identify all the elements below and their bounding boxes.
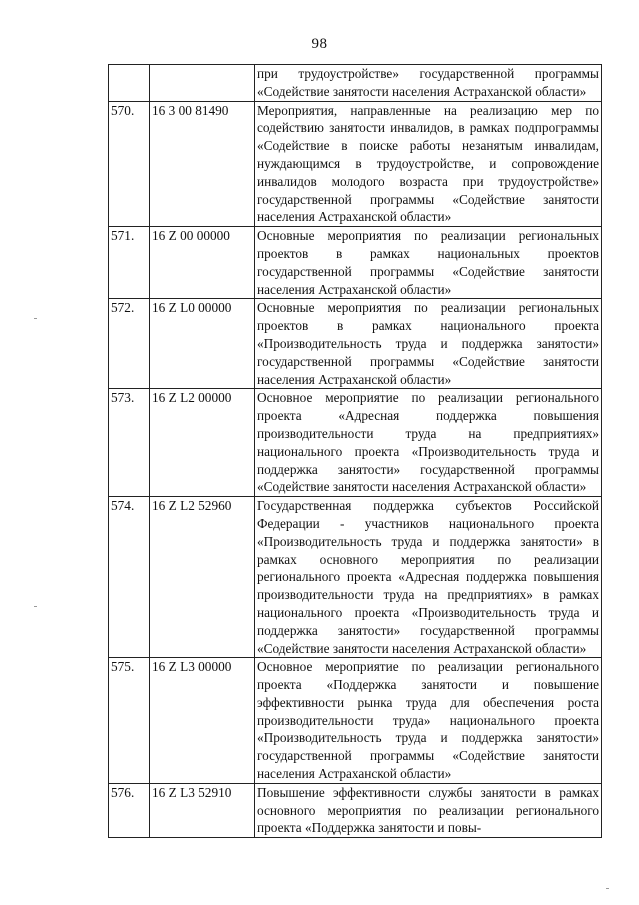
classification-code: 16 Z L2 52960 <box>150 497 255 658</box>
table-row <box>109 783 602 837</box>
row-description: Повышение эффективности службы занятости в рамках основного мероприятия по реализации регионального проекта «Поддержка занятости и повы- <box>255 783 602 837</box>
table-row <box>109 227 602 299</box>
classification-code: 16 Z L2 00000 <box>150 389 255 497</box>
row-description: Государственная поддержка субъектов Российской Федерации - участников национального проекта «Производительность труда и поддержка занятости» в рамках основного мероприятия по реализации регионального проекта «Адресная поддержка повышения производительности труда на предприятиях» в рамках национального проекта «Производительность труда и поддержка занятости» государственной программы «Содействие занятости населения Астраханской области» <box>255 497 602 658</box>
row-description: при трудоустройстве» государственной программы «Содействие занятости населения Астраханской области» <box>255 65 602 102</box>
table-row <box>109 389 602 497</box>
row-description: Основное мероприятие по реализации регионального проекта «Адресная поддержка повышения производительности труда на предприятиях» национального проекта «Производительность труда и поддержка занятости» государственной программы «Содействие занятости населения Астраханской области» <box>255 389 602 497</box>
table-row <box>109 101 602 227</box>
classification-code <box>150 65 255 102</box>
scan-speck <box>34 318 37 319</box>
classification-code: 16 Z L3 52910 <box>150 783 255 837</box>
row-number: 573. <box>109 389 150 497</box>
row-description: Мероприятия, направленные на реализацию мер по содействию занятости инвалидов, в рамках подпрограммы «Содействие в поиске работы незанятым инвалидам, нуждающимся в трудоустройстве, и сопровождение инвалидов молодого возраста при трудоустройстве» государственной программы «Содействие занятости населения Астраханской области» <box>255 101 602 227</box>
classification-code: 16 Z 00 00000 <box>150 227 255 299</box>
scan-speck <box>34 606 37 607</box>
table-row <box>109 658 602 784</box>
scan-speck <box>606 888 609 889</box>
row-number <box>109 65 150 102</box>
classification-code: 16 Z L3 00000 <box>150 658 255 784</box>
row-number: 574. <box>109 497 150 658</box>
page-number: 98 <box>311 36 328 52</box>
row-number: 575. <box>109 658 150 784</box>
table-row <box>109 65 602 102</box>
table-row <box>109 497 602 658</box>
table-row <box>109 299 602 389</box>
row-description: Основные мероприятия по реализации региональных проектов в рамках национальных проектов государственной программы «Содействие занятости населения Астраханской области» <box>255 227 602 299</box>
classification-code: 16 3 00 81490 <box>150 101 255 227</box>
classification-code: 16 Z L0 00000 <box>150 299 255 389</box>
row-number: 570. <box>109 101 150 227</box>
row-description: Основные мероприятия по реализации региональных проектов в рамках национального проекта «Производительность труда и поддержка занятости» государственной программы «Содействие занятости населения Астраханской области» <box>255 299 602 389</box>
row-number: 572. <box>109 299 150 389</box>
row-number: 576. <box>109 783 150 837</box>
row-number: 571. <box>109 227 150 299</box>
row-description: Основное мероприятие по реализации регионального проекта «Поддержка занятости и повышение эффективности рынка труда для обеспечения роста производительности труда» национального проекта «Производительность труда и поддержка занятости» государственной программы «Содействие занятости населения Астраханской области» <box>255 658 602 784</box>
budget-classification-table <box>108 64 602 838</box>
